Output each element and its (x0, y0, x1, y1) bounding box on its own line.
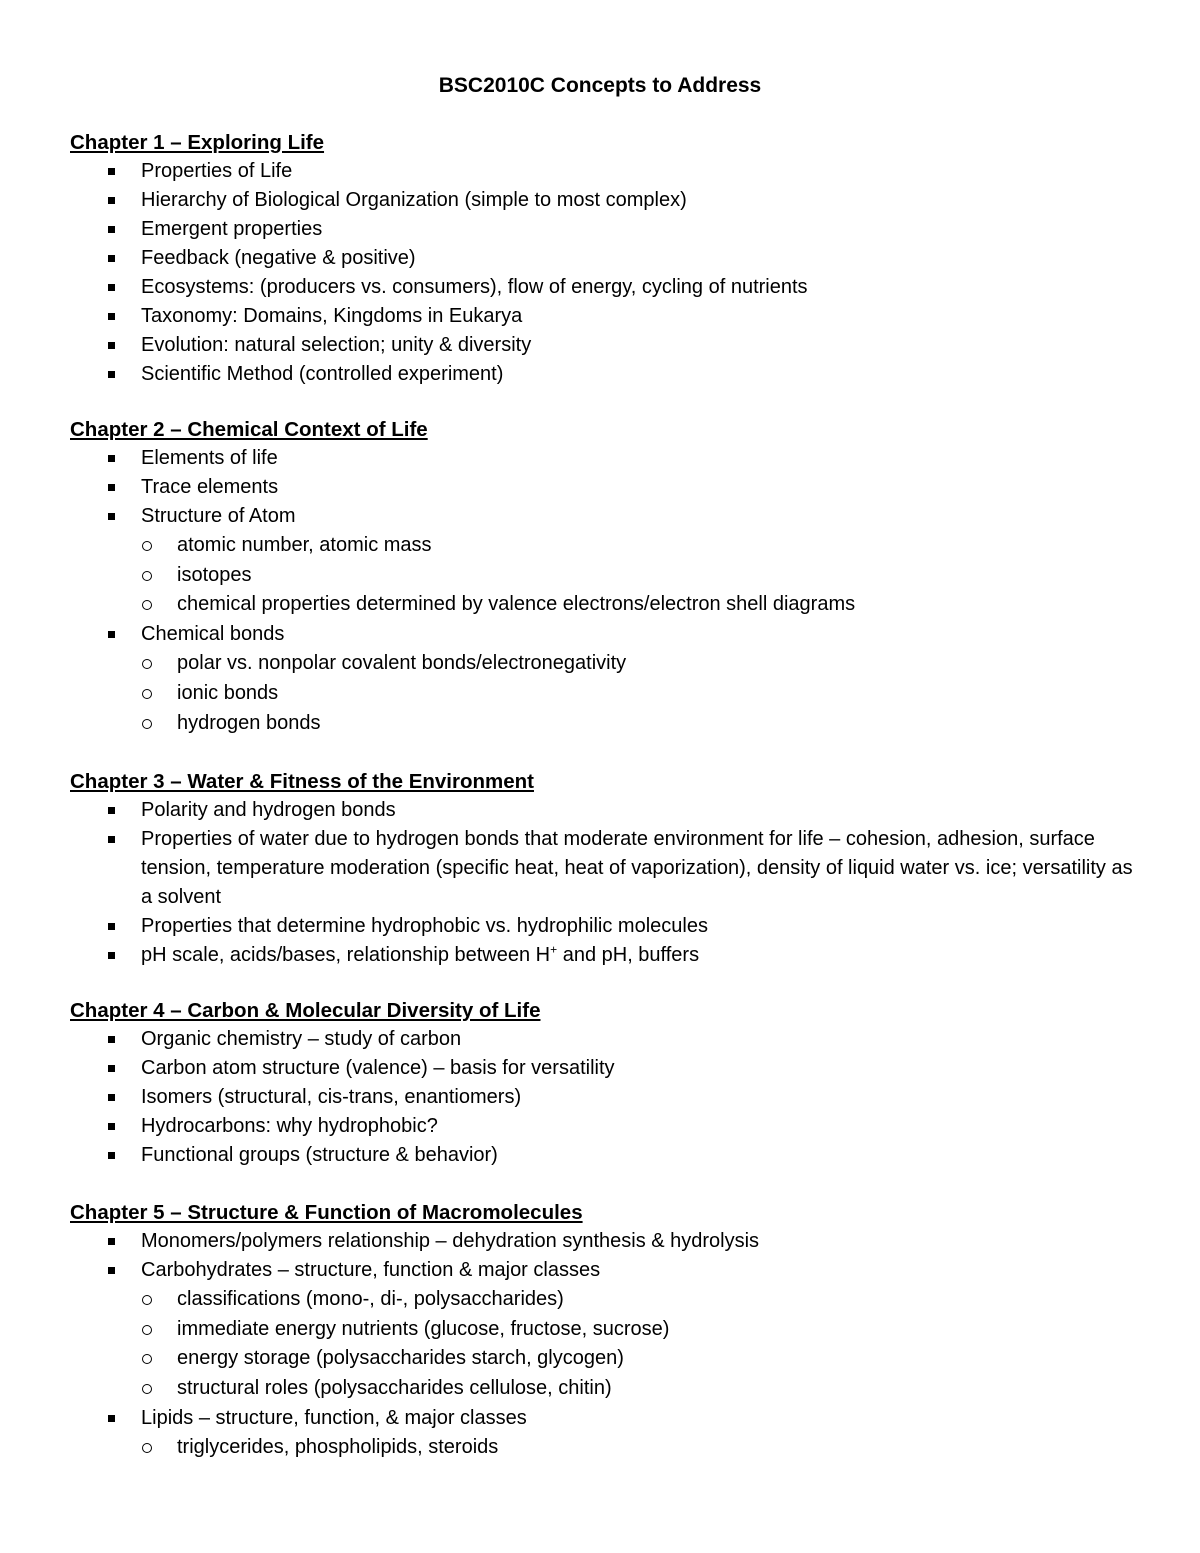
topic-list (70, 1025, 1140, 1170)
square-bullet-icon (108, 952, 115, 959)
circle-bullet-icon (142, 719, 152, 729)
circle-bullet-icon (142, 1443, 152, 1453)
subtopic-text: isotopes (177, 563, 252, 586)
chapter-section (70, 997, 1140, 1170)
topic-text: Scientific Method (controlled experiment) (141, 363, 504, 385)
subtopic-text: classifications (mono-, di-, polysaccharides) (177, 1288, 564, 1310)
topic-text: Feedback (negative & positive) (141, 247, 416, 269)
subtopic-text: polar vs. nonpolar covalent bonds/electronegativity (177, 652, 627, 675)
topic-item (70, 796, 1140, 825)
chapter-heading: Chapter 4 – Carbon & Molecular Diversity of Life (70, 999, 541, 1022)
square-bullet-icon (108, 1065, 115, 1072)
square-bullet-icon (108, 1094, 115, 1101)
circle-bullet-icon (142, 1325, 152, 1335)
topic-item (70, 1025, 1140, 1054)
subtopic-item (141, 679, 1140, 709)
circle-bullet-icon (142, 1354, 152, 1364)
subtopic-text: ionic bonds (177, 681, 279, 704)
topic-text-continued: and pH, buffers (557, 944, 700, 966)
square-bullet-icon (108, 1123, 115, 1130)
square-bullet-icon (108, 1036, 115, 1043)
superscript: + (550, 942, 558, 957)
topic-item (70, 825, 1140, 912)
topic-text: Elements of life (141, 447, 278, 469)
square-bullet-icon (108, 923, 115, 930)
square-bullet-icon (108, 313, 115, 320)
chapter-heading: Chapter 3 – Water & Fitness of the Environment (70, 770, 534, 793)
square-bullet-icon (108, 284, 115, 291)
chapter-section (70, 129, 1140, 389)
topic-item (70, 444, 1140, 473)
square-bullet-icon (108, 1238, 115, 1245)
square-bullet-icon (108, 1267, 115, 1274)
topic-item (70, 244, 1140, 273)
circle-bullet-icon (142, 600, 152, 610)
topic-item (70, 1404, 1140, 1463)
square-bullet-icon (108, 168, 115, 175)
subtopic-text: hydrogen bonds (177, 711, 321, 734)
square-bullet-icon (108, 255, 115, 262)
topic-item (70, 941, 1140, 970)
circle-bullet-icon (142, 659, 152, 669)
topic-item (70, 302, 1140, 331)
chapter-heading: Chapter 5 – Structure & Function of Macromolecules (70, 1201, 583, 1224)
square-bullet-icon (108, 455, 115, 462)
topic-item (70, 186, 1140, 215)
chapter-heading: Chapter 1 – Exploring Life (70, 131, 325, 154)
subtopic-text: immediate energy nutrients (glucose, fructose, sucrose) (177, 1317, 670, 1340)
subtopic-list (141, 649, 1140, 738)
topic-text: Chemical bonds (141, 623, 285, 646)
topic-text: Hierarchy of Biological Organization (simple to most complex) (141, 189, 687, 211)
topic-item (70, 473, 1140, 502)
topic-text: Isomers (structural, cis-trans, enantiomers) (141, 1086, 522, 1108)
circle-bullet-icon (142, 689, 152, 699)
subtopic-text: structural roles (polysaccharides cellulose, chitin) (177, 1377, 612, 1400)
subtopic-text: triglycerides, phospholipids, steroids (177, 1435, 499, 1458)
topic-item (70, 157, 1140, 186)
subtopic-list (141, 1285, 1140, 1404)
subtopic-item (141, 1285, 1140, 1315)
topic-text: Polarity and hydrogen bonds (141, 799, 396, 821)
circle-bullet-icon (142, 1295, 152, 1305)
topic-text: pH scale, acids/bases, relationship between H (141, 944, 551, 966)
topic-text: Structure of Atom (141, 505, 296, 527)
subtopic-item (141, 590, 1140, 620)
square-bullet-icon (108, 197, 115, 204)
square-bullet-icon (108, 513, 115, 520)
topic-item (70, 273, 1140, 302)
topic-item (70, 1256, 1140, 1404)
subtopic-text: chemical properties determined by valence electrons/electron shell diagrams (177, 593, 856, 616)
topic-text: Monomers/polymers relationship – dehydration synthesis & hydrolysis (141, 1230, 760, 1252)
topic-item (70, 1227, 1140, 1256)
document-title: BSC2010C Concepts to Address (438, 74, 762, 97)
subtopic-item (141, 1374, 1140, 1404)
topic-text: Organic chemistry – study of carbon (141, 1028, 462, 1050)
topic-text: Lipids – structure, function, & major classes (141, 1406, 527, 1429)
subtopic-item (141, 531, 1140, 561)
subtopic-item (141, 1344, 1140, 1374)
chapter-heading: Chapter 2 – Chemical Context of Life (70, 418, 428, 441)
subtopic-list (141, 1433, 1140, 1463)
square-bullet-icon (108, 371, 115, 378)
square-bullet-icon (108, 1415, 115, 1422)
topic-item (70, 360, 1140, 389)
subtopic-text: atomic number, atomic mass (177, 534, 432, 556)
chapter-section (70, 416, 1140, 738)
topic-item (70, 620, 1140, 738)
topic-text: Carbon atom structure (valence) – basis for versatility (141, 1057, 615, 1079)
square-bullet-icon (108, 1152, 115, 1159)
topic-text: Evolution: natural selection; unity & diversity (141, 334, 532, 356)
square-bullet-icon (108, 807, 115, 814)
topic-text: Emergent properties (141, 218, 323, 240)
subtopic-text: energy storage (polysaccharides starch, glycogen) (177, 1347, 624, 1370)
square-bullet-icon (108, 484, 115, 491)
topic-item (70, 1112, 1140, 1141)
topic-text: Properties that determine hydrophobic vs. hydrophilic molecules (141, 915, 708, 937)
topic-text: Properties of water due to hydrogen bonds that moderate environment for life – cohesion, adhesion, surface tension, temperature moderation (specific heat, heat of vaporization), density of liquid water vs. ice; versatility as a solvent (141, 828, 1133, 908)
square-bullet-icon (108, 342, 115, 349)
circle-bullet-icon (142, 541, 152, 551)
circle-bullet-icon (142, 571, 152, 581)
topic-list (70, 796, 1140, 970)
topic-item (70, 1083, 1140, 1112)
topic-item (70, 1141, 1140, 1170)
topic-text: Taxonomy: Domains, Kingdoms in Eukarya (141, 305, 523, 327)
subtopic-item (141, 561, 1140, 591)
topic-list (70, 157, 1140, 389)
subtopic-item (141, 1433, 1140, 1463)
topic-text: Carbohydrates – structure, function & major classes (141, 1259, 601, 1281)
square-bullet-icon (108, 226, 115, 233)
chapter-section (70, 768, 1140, 970)
square-bullet-icon (108, 631, 115, 638)
subtopic-item (141, 709, 1140, 739)
topic-text: Ecosystems: (producers vs. consumers), flow of energy, cycling of nutrients (141, 276, 808, 298)
topic-item (70, 912, 1140, 941)
subtopic-item (141, 649, 1140, 679)
topic-item (70, 502, 1140, 620)
topic-list (70, 444, 1140, 738)
topic-item (70, 331, 1140, 360)
topic-item (70, 1054, 1140, 1083)
subtopic-item (141, 1315, 1140, 1345)
topic-item (70, 215, 1140, 244)
chapter-section (70, 1199, 1140, 1463)
circle-bullet-icon (142, 1384, 152, 1394)
subtopic-list (141, 531, 1140, 620)
topic-text: Hydrocarbons: why hydrophobic? (141, 1115, 438, 1137)
topic-text: Trace elements (141, 476, 279, 498)
topic-list (70, 1227, 1140, 1463)
topic-text: Functional groups (structure & behavior) (141, 1144, 498, 1166)
square-bullet-icon (108, 836, 115, 843)
topic-text: Properties of Life (141, 160, 293, 182)
